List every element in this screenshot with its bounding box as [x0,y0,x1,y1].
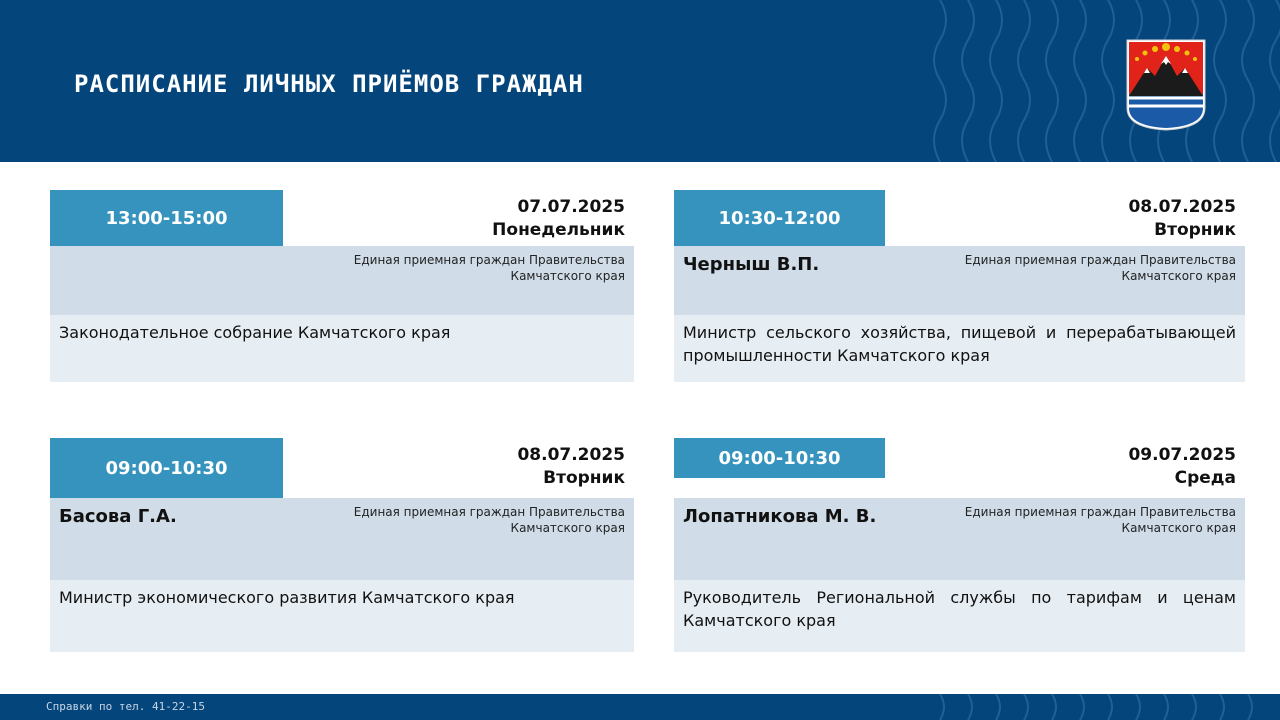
schedule-card [674,190,1245,382]
contact-phone-info: Справки по тел. 41-22-15 [46,700,205,713]
header-banner [0,0,1280,162]
time-slot: 09:00-10:30 [50,438,283,498]
date: 09.07.2025 [1128,445,1236,465]
schedule-card [50,438,634,652]
info-row [50,498,634,580]
position-description: Законодательное собрание Камчатского края [59,323,451,342]
official-name: Басова Г.А. [59,506,177,527]
office-location: Единая приемная граждан Правительства Камчатского края [964,253,1236,283]
wave-pattern-decoration [930,694,1280,720]
weekday: Среда [1174,468,1236,488]
footer-bar [0,694,1280,720]
description-row [674,580,1245,652]
info-row [674,498,1245,580]
official-name: Черныш В.П. [683,254,820,275]
description-row [50,315,634,382]
date: 08.07.2025 [1128,197,1236,217]
date-block [1128,444,1236,490]
weekday: Понедельник [492,220,625,240]
official-name: Лопатникова М. В. [683,506,877,527]
schedule-card [50,190,634,382]
position-description: Министр сельского хозяйства, пищевой и перерабатывающей промышленности Камчатского края [683,323,1236,365]
info-row [50,246,634,315]
office-location: Единая приемная граждан Правительства Камчатского края [964,505,1236,535]
date: 08.07.2025 [517,445,625,465]
schedule-card [674,438,1245,652]
weekday: Вторник [1154,220,1236,240]
time-slot: 13:00-15:00 [50,190,283,246]
description-row [674,315,1245,382]
kamchatka-coat-of-arms-icon [1125,38,1207,132]
wave-pattern-decoration [930,0,1280,162]
page-title: РАСПИСАНИЕ ЛИЧНЫХ ПРИЁМОВ ГРАЖДАН [74,70,584,98]
description-row [50,580,634,652]
office-location: Единая приемная граждан Правительства Камчатского края [353,253,625,283]
time-slot: 10:30-12:00 [674,190,885,246]
date-block [492,196,625,242]
position-description: Руководитель Региональной службы по тарифам и ценам Камчатского края [683,588,1236,630]
date-block [1128,196,1236,242]
date: 07.07.2025 [517,197,625,217]
time-slot: 09:00-10:30 [674,438,885,478]
date-block [517,444,625,490]
info-row [674,246,1245,315]
weekday: Вторник [543,468,625,488]
office-location: Единая приемная граждан Правительства Камчатского края [353,505,625,535]
position-description: Министр экономического развития Камчатского края [59,588,515,607]
